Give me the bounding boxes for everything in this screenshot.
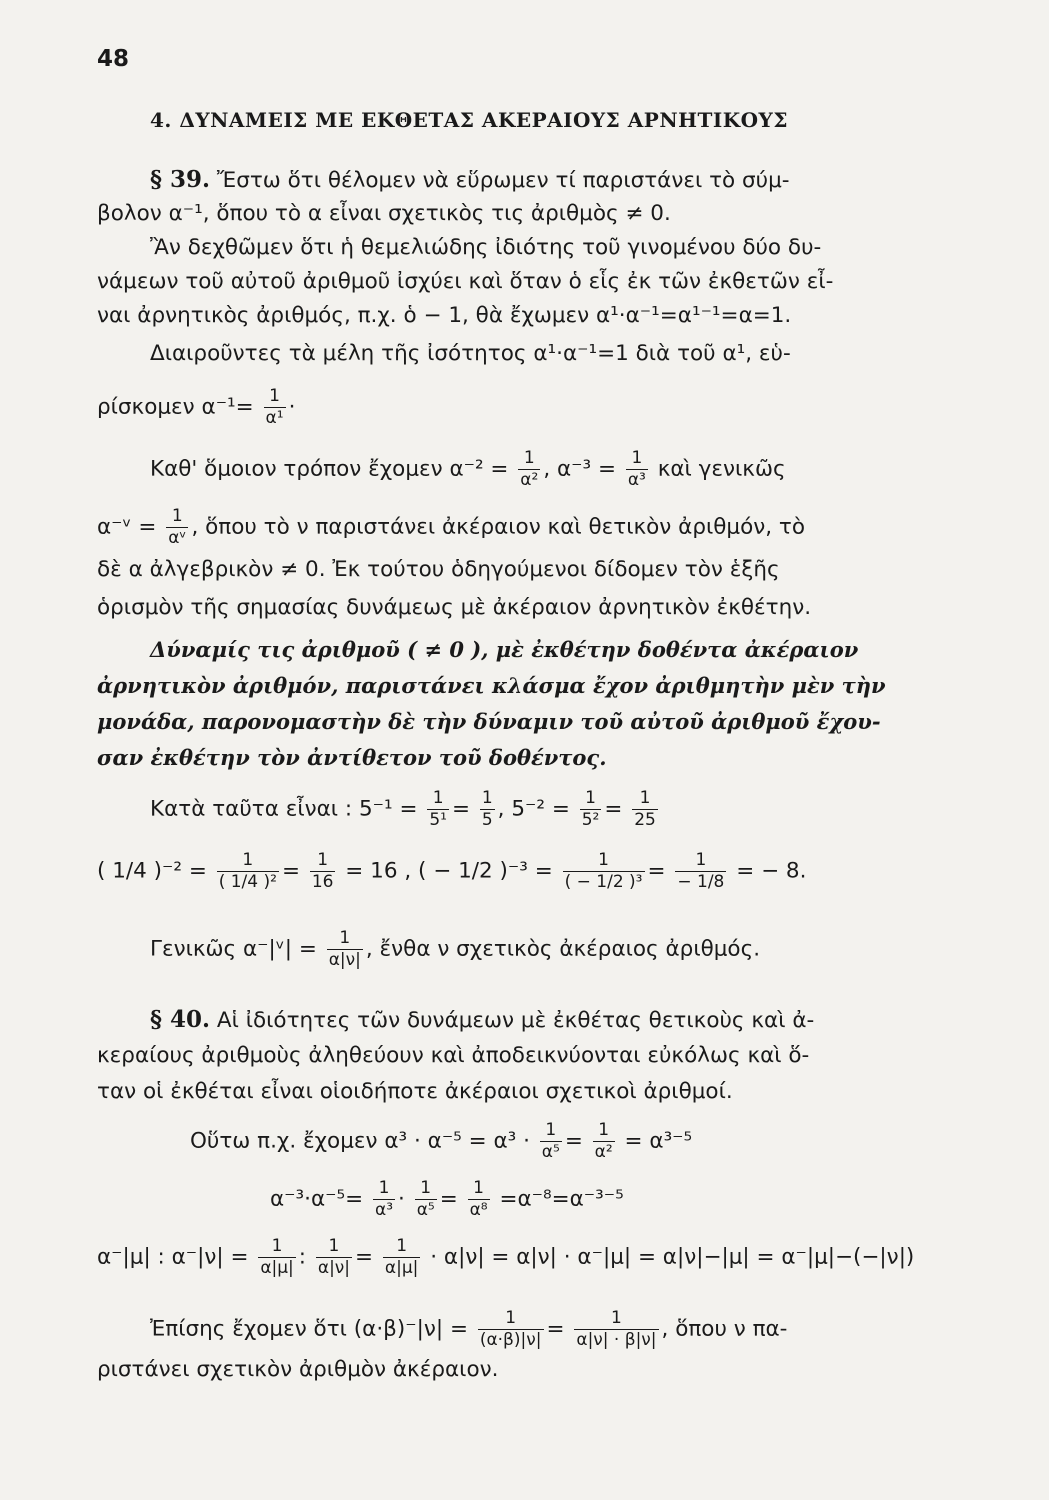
s40-example-1: Οὕτω π.χ. ἔχομεν α³ · α⁻⁵ = α³ · $\frac{1}{\text{α⁵}}$ = $\frac{1}{\text{α²}}$ = α³⁻⁵ bbox=[190, 1120, 693, 1162]
s39-line-4: νάμεων τοῦ αὐτοῦ ἀριθμοῦ ἰσχύει καὶ ὅταν ὁ εἷς ἐκ τῶν ἐκθετῶν εἶ- bbox=[97, 269, 834, 294]
fraction: $\frac{1}{\text{α¹}}$ bbox=[265, 386, 284, 428]
s40-example-4: Ἐπίσης ἔχομεν ὅτι (α·β)⁻|ν| = $\frac{1}{(\alpha\cdot\beta)|\nu|}$ = $\frac{1}{\alpha|\nu| \cdot \beta|\nu|}$ , ὅπου ν πα- bbox=[150, 1308, 788, 1350]
s39-line-6: Διαιροῦντες τὰ μέλη τῆς ἰσότητος α¹·α⁻¹=1 διὰ τοῦ α¹, εὑ- bbox=[150, 341, 791, 366]
example-line-2: ( 1/4 )⁻² = $\frac{1}{\text{( 1/4 )²}}$ = $\frac{1}{16}$ = 16 , ( − 1/2 )⁻³ = $\frac{1}{\text{( − 1/2 )³}}$ = $\frac{1}{- 1/8}$ = − 8. bbox=[97, 850, 807, 892]
fraction: $\frac{1}{\text{( − 1/2 )³}}$ bbox=[564, 850, 643, 892]
s40-line-2: κεραίους ἀριθμοὺς ἀληθεύουν καὶ ἀποδεικνύονται εὐκόλως καὶ ὅ- bbox=[97, 1043, 810, 1068]
fraction: $\frac{1}{5}$ bbox=[481, 788, 493, 830]
s40-line-1: § 40. Αἱ ἰδιότητες τῶν δυνάμεων μὲ ἐκθέτας θετικοὺς καὶ ἀ- bbox=[150, 1006, 815, 1033]
s39-line-7: ρίσκομεν α⁻¹= $\frac{1}{\text{α¹}}$ · bbox=[97, 386, 296, 428]
definition-line-2: ἀρνητικὸν ἀριθμόν, παριστάνει κλάσμα ἔχον ἀριθμητὴν μὲν τὴν bbox=[97, 673, 886, 698]
fraction: $\frac{1}{\alpha|\mu|}$ bbox=[384, 1236, 419, 1278]
s39-line-8: Καθ' ὅμοιον τρόπον ἔχομεν α⁻² = $\frac{1}{\text{α²}}$ , α⁻³ = $\frac{1}{\text{α³}}$ καὶ γενικῶς bbox=[150, 448, 786, 490]
fraction: $\frac{1}{(\alpha\cdot\beta)|\nu|}$ bbox=[479, 1308, 542, 1350]
fraction: $\frac{1}{\text{( 1/4 )²}}$ bbox=[218, 850, 277, 892]
example-line-1: Κατὰ ταῦτα εἶναι : 5⁻¹ = $\frac{1}{\text{5¹}}$ = $\frac{1}{5}$ , 5⁻² = $\frac{1}{\text{5²}}$ = $\frac{1}{25}$ bbox=[150, 788, 656, 830]
definition-line-3: μονάδα, παρονομαστὴν δὲ τὴν δύναμιν τοῦ αὐτοῦ ἀριθμοῦ ἔχου- bbox=[97, 709, 881, 734]
fraction: $\frac{1}{25}$ bbox=[634, 788, 656, 830]
fraction: $\frac{1}{\text{α⁸}}$ bbox=[469, 1178, 488, 1220]
fraction: $\frac{1}{\text{α³}}$ bbox=[627, 448, 646, 490]
s39-line-11: ὁρισμὸν τῆς σημασίας δυνάμεως μὲ ἀκέραιον ἀρνητικὸν ἐκθέτην. bbox=[97, 595, 812, 620]
s40-example-2: α⁻³·α⁻⁵= $\frac{1}{\text{α³}}$ · $\frac{1}{\text{α⁵}}$ = $\frac{1}{\text{α⁸}}$ =α⁻⁸=α⁻³⁻⁵ bbox=[270, 1178, 624, 1220]
fraction: $\frac{1}{\text{αᵛ}}$ bbox=[168, 506, 187, 548]
definition-line-4: σαν ἐκθέτην τὸν ἀντίθετον τοῦ δοθέντος. bbox=[97, 745, 607, 770]
fraction: $\frac{1}{\text{α³}}$ bbox=[374, 1178, 394, 1220]
s40-line-5: ριστάνει σχετικὸν ἀριθμὸν ἀκέραιον. bbox=[97, 1357, 499, 1382]
fraction: $\frac{1}{\text{α²}}$ bbox=[594, 1120, 613, 1162]
fraction: $\frac{1}{- 1/8}$ bbox=[677, 850, 725, 892]
fraction: $\frac{1}{\alpha|\nu|}$ bbox=[328, 928, 361, 970]
s39-line-2: βολον α⁻¹, ὅπου τὸ α εἶναι σχετικὸς τις ἀριθμὸς ≠ 0. bbox=[97, 201, 671, 226]
fraction: $\frac{1}{\text{5¹}}$ bbox=[429, 788, 447, 830]
fraction: $\frac{1}{16}$ bbox=[311, 850, 334, 892]
fraction: $\frac{1}{\text{α⁵}}$ bbox=[416, 1178, 435, 1220]
s40-example-3: α⁻|μ| : α⁻|ν| = $\frac{1}{\alpha|\mu|}$ : $\frac{1}{\alpha|\nu|}$ = $\frac{1}{\alpha|\mu|}$ · α|ν| = α|ν| · α⁻|μ| = α|ν|−|μ| = α⁻|μ|−(−|ν|) bbox=[97, 1236, 915, 1278]
s39-line-9: α⁻ᵛ = $\frac{1}{\text{αᵛ}}$ , ὅπου τὸ ν παριστάνει ἀκέραιον καὶ θετικὸν ἀριθμόν, τὸ bbox=[97, 506, 806, 548]
general-formula: Γενικῶς α⁻|ᵛ| = $\frac{1}{\alpha|\nu|}$ , ἔνθα ν σχετικὸς ἀκέραιος ἀριθμός. bbox=[150, 928, 761, 970]
s40-line-3: ταν οἱ ἐκθέται εἶναι οἱοιδήποτε ἀκέραιοι σχετικοὶ ἀριθμοί. bbox=[97, 1079, 733, 1104]
fraction: $\frac{1}{\text{α²}}$ bbox=[520, 448, 539, 490]
s39-line-1: § 39. Ἔστω ὅτι θέλομεν νὰ εὕρωμεν τί παριστάνει τὸ σύμ- bbox=[150, 166, 790, 193]
section-mark-39: § 39. bbox=[150, 166, 211, 193]
fraction: $\frac{1}{\text{5²}}$ bbox=[581, 788, 600, 830]
fraction: $\frac{1}{\alpha|\mu|}$ bbox=[260, 1236, 294, 1278]
page-number: 48 bbox=[97, 46, 130, 72]
fraction: $\frac{1}{\alpha|\nu| \cdot \beta|\nu|}$ bbox=[576, 1308, 657, 1350]
s39-line-10: δὲ α ἀλγεβρικὸν ≠ 0. Ἐκ τούτου ὁδηγούμενοι δίδομεν τὸν ἑξῆς bbox=[97, 557, 780, 582]
s39-line-5: ναι ἀρνητικὸς ἀριθμός, π.χ. ὁ − 1, θὰ ἔχωμεν α¹·α⁻¹=α¹⁻¹=α=1. bbox=[97, 303, 792, 328]
section-mark-40: § 40. bbox=[150, 1006, 211, 1033]
s39-line-3: Ἂν δεχθῶμεν ὅτι ἡ θεμελιώδης ἰδιότης τοῦ γινομένου δύο δυ- bbox=[150, 235, 822, 260]
definition-line-1: Δύναμίς τις ἀριθμοῦ ( ≠ 0 ), μὲ ἐκθέτην δοθέντα ἀκέραιον bbox=[150, 637, 859, 662]
section-heading: 4. ΔΥΝΑΜΕΙΣ ΜΕ ΕΚΘΕΤΑΣ ΑΚΕΡΑΙΟΥΣ ΑΡΝΗΤΙΚΟΥΣ bbox=[150, 108, 788, 132]
fraction: $\frac{1}{\alpha|\nu|}$ bbox=[317, 1236, 351, 1278]
fraction: $\frac{1}{\text{α⁵}}$ bbox=[541, 1120, 560, 1162]
